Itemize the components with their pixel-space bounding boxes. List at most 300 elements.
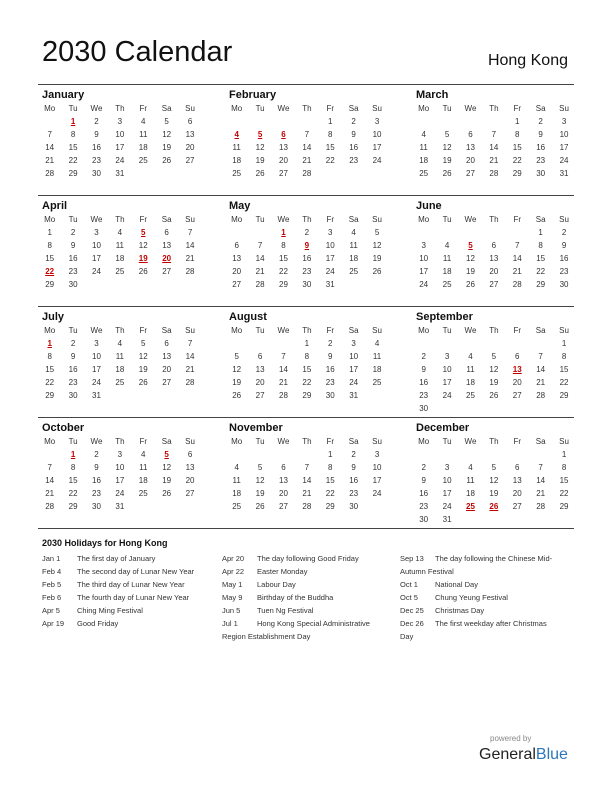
day-cell [155,278,178,291]
day-cell: 7 [281,352,286,361]
day-cell: 2 [70,339,76,348]
day-cell: 8 [47,352,52,361]
holiday-day-cell: 1 [281,228,286,237]
day-cell: 10 [115,130,125,139]
day-cell: 23 [302,267,312,276]
day-cell: 22 [559,489,569,498]
day-cell [132,278,155,291]
day-cell: 14 [255,254,265,263]
day-cell: 12 [466,254,475,263]
holiday-day-cell: 13 [512,365,522,374]
weekday-label: Th [489,104,499,113]
day-cell: 14 [185,241,195,250]
country-name: Hong Kong [487,52,568,69]
day-cell: 3 [351,339,356,348]
holiday-name: Easter Monday [257,567,308,576]
day-cell: 1 [328,450,333,459]
day-cell: 19 [372,254,382,263]
day-cell: 27 [232,280,242,289]
day-cell: 21 [45,489,55,498]
holiday-name: The first weekday after Christmas [435,619,547,628]
holiday-name: Tuen Ng Festival [257,606,314,615]
day-cell [272,337,295,350]
day-cell: 25 [232,502,242,511]
day-cell: 21 [255,267,265,276]
day-cell: 15 [45,365,55,374]
day-cell: 14 [45,476,55,485]
day-cell [459,513,482,526]
day-cell [178,167,201,180]
holiday-date: Oct 1 [400,580,418,589]
weekday-label: Tu [255,326,265,335]
day-cell: 11 [232,476,241,485]
day-cell: 22 [325,156,335,165]
day-cell [552,402,575,415]
week-row [225,376,389,389]
weekday-label: Th [489,326,499,335]
weekday-label: Sa [535,437,546,446]
weekday-label: Mo [44,215,56,224]
weekday-label: Su [185,437,195,446]
weekday-label: Mo [418,215,430,224]
week-row [412,461,576,474]
holidays-title: 2030 Holidays for Hong Kong [42,538,168,548]
day-cell: 10 [349,352,359,361]
day-cell: 16 [419,378,429,387]
day-cell: 28 [45,169,55,178]
day-cell: 24 [115,156,125,165]
day-cell: 30 [349,502,359,511]
day-cell [435,337,458,350]
day-cell: 24 [349,378,359,387]
day-cell: 2 [538,117,543,126]
day-cell: 4 [117,228,123,237]
day-cell: 15 [68,476,78,485]
weekday-header [225,324,389,337]
week-row [38,474,202,487]
holiday-date: Apr 19 [42,619,65,628]
day-cell [529,337,552,350]
day-cell: 2 [328,339,333,348]
holiday-item [42,617,214,630]
day-cell: 6 [468,130,473,139]
holiday-column-1 [42,552,214,630]
day-cell [435,115,458,128]
day-cell: 23 [68,378,78,387]
day-cell: 12 [489,365,499,374]
day-cell: 3 [374,450,380,459]
day-cell: 17 [115,476,125,485]
weekday-label: We [90,326,103,335]
holiday-date: Feb 5 [42,580,62,589]
day-cell: 9 [94,463,99,472]
weekday-label: Su [559,437,569,446]
day-cell: 13 [162,352,172,361]
holiday-item [222,617,394,630]
day-cell [482,337,505,350]
day-cell: 19 [489,489,499,498]
day-cell: 25 [419,169,429,178]
powered-by-label: powered by [490,734,532,743]
day-cell [319,167,342,180]
day-cell: 11 [349,241,358,250]
holiday-date: Feb 4 [42,567,62,576]
day-cell: 28 [279,391,288,400]
holiday-item [42,591,214,604]
day-cell: 28 [512,280,522,289]
day-cell: 29 [68,502,78,511]
day-cell [178,389,201,402]
weekday-header [38,213,202,226]
weekday-label: Mo [231,437,243,446]
day-cell: 8 [515,130,520,139]
day-cell: 19 [466,267,475,276]
holiday-name: Chung Yeung Festival [435,593,508,602]
day-cell: 2 [421,463,426,472]
week-row [225,167,389,180]
day-cell: 8 [70,463,76,472]
holiday-day-cell: 6 [281,130,286,139]
week-row [38,226,202,239]
day-cell: 1 [304,339,310,348]
weekday-label: Tu [442,326,452,335]
day-cell [459,448,482,461]
day-cell: 30 [68,280,78,289]
week-row [412,487,576,500]
day-cell: 16 [68,254,78,263]
day-cell: 14 [512,254,522,263]
weekday-label: Sa [348,104,359,113]
day-cell: 19 [442,156,452,165]
day-cell: 13 [466,143,475,152]
day-cell [529,513,552,526]
day-cell [295,448,318,461]
day-cell: 28 [489,169,499,178]
day-cell: 29 [302,391,312,400]
day-cell: 25 [372,378,382,387]
holiday-date: May 9 [222,593,243,602]
day-cell: 24 [372,156,382,165]
day-cell: 2 [351,450,356,459]
day-cell [365,167,388,180]
week-row [38,350,202,363]
day-cell: 25 [115,378,125,387]
day-cell: 23 [92,489,101,498]
day-cell: 20 [255,378,265,387]
week-row [412,226,576,239]
week-row [412,376,576,389]
day-cell: 18 [138,476,148,485]
day-cell: 10 [115,463,125,472]
day-cell [412,115,435,128]
holiday-item [222,565,394,578]
day-cell: 14 [302,476,312,485]
weekday-label: Su [372,326,382,335]
day-cell: 9 [538,130,543,139]
weekday-label: Tu [68,326,78,335]
day-cell: 29 [325,502,335,511]
day-cell: 9 [421,476,426,485]
weekday-label: Th [115,326,125,335]
day-cell [506,402,529,415]
day-cell: 31 [92,391,101,400]
day-cell: 8 [561,463,567,472]
day-cell: 15 [559,365,569,374]
weekday-label: Fr [326,326,335,335]
day-cell: 21 [45,156,55,165]
day-cell [272,115,295,128]
day-cell [225,226,248,239]
week-row [38,252,202,265]
day-cell: 29 [45,280,55,289]
day-cell: 10 [92,241,101,250]
day-cell: 22 [68,156,78,165]
weekday-label: Sa [161,104,172,113]
weekday-label: Tu [442,437,452,446]
day-cell: 26 [162,489,172,498]
month-november [225,421,389,513]
day-cell: 20 [185,476,195,485]
week-row [225,487,389,500]
week-row [225,252,389,265]
day-cell: 27 [185,156,195,165]
week-row [225,115,389,128]
page-title: 2030 Calendar [42,36,233,68]
week-row [38,128,202,141]
weekday-label: Tu [68,104,78,113]
day-cell [506,337,529,350]
week-row [38,167,202,180]
day-cell: 2 [70,228,76,237]
day-cell: 24 [559,156,569,165]
weekday-label: Sa [535,326,546,335]
quarter-row-1 [38,84,574,195]
holiday-item [400,604,572,617]
week-row [225,226,389,239]
month-name: November [229,422,283,434]
day-cell [482,513,505,526]
holiday-name-continued: Region Establishment Day [222,632,311,641]
weekday-label: Mo [44,104,56,113]
weekday-label: We [90,215,103,224]
day-cell [132,167,155,180]
day-cell: 14 [45,143,55,152]
day-cell: 8 [328,463,333,472]
week-row [225,337,389,350]
day-cell: 22 [45,378,55,387]
week-row [412,500,576,513]
day-cell: 5 [491,352,497,361]
day-cell: 7 [515,241,520,250]
day-cell: 1 [47,228,52,237]
day-cell: 6 [164,339,169,348]
month-name: July [42,311,65,323]
day-cell [365,389,388,402]
month-april [38,199,202,291]
day-cell: 7 [257,241,263,250]
day-cell: 7 [47,130,52,139]
day-cell [506,226,529,239]
day-cell: 26 [232,391,242,400]
weekday-label: Fr [513,104,522,113]
day-cell: 20 [185,143,195,152]
week-row [412,115,576,128]
day-cell [38,448,61,461]
holiday-date: Apr 5 [42,606,60,615]
weekday-label: Su [185,104,195,113]
day-cell: 15 [559,476,569,485]
weekday-label: Su [372,437,382,446]
day-cell: 16 [349,143,359,152]
holiday-date: Sep 13 [400,554,424,563]
week-row [38,461,202,474]
day-cell [435,226,458,239]
day-cell: 25 [138,156,148,165]
day-cell: 3 [421,241,426,250]
week-row [225,474,389,487]
week-row [225,389,389,402]
day-cell: 28 [185,267,195,276]
weekday-header [38,102,202,115]
day-cell: 18 [466,489,475,498]
day-cell: 25 [232,169,242,178]
day-cell: 6 [257,352,263,361]
day-cell: 18 [138,143,148,152]
holiday-item [400,578,572,591]
week-row [225,350,389,363]
day-cell: 4 [421,130,426,139]
weekday-label: Tu [255,215,265,224]
holiday-day-cell: 5 [468,241,473,250]
day-cell [225,115,248,128]
holiday-day-cell: 26 [489,502,499,511]
day-cell: 27 [162,378,172,387]
day-cell: 12 [255,143,265,152]
day-cell: 25 [442,280,452,289]
day-cell [132,389,155,402]
weekday-label: We [90,437,103,446]
day-cell: 24 [92,267,101,276]
day-cell: 17 [372,143,382,152]
day-cell: 5 [374,228,380,237]
day-cell: 26 [138,378,148,387]
day-cell: 11 [466,476,475,485]
brand-logo[interactable] [479,746,568,764]
day-cell: 12 [442,143,452,152]
month-name: June [416,200,442,212]
day-cell: 28 [536,391,546,400]
quarter-row-2 [38,195,574,306]
day-cell: 16 [325,365,335,374]
day-cell: 17 [325,254,335,263]
weekday-label: Th [489,437,499,446]
holiday-name: Birthday of the Buddha [257,593,334,602]
holiday-date: Jun 5 [222,606,241,615]
weekday-label: Fr [513,215,522,224]
day-cell [38,115,61,128]
day-cell: 19 [255,156,265,165]
weekday-label: Mo [44,326,56,335]
day-cell: 21 [536,378,546,387]
weekday-label: Mo [418,104,430,113]
weekday-label: Fr [139,326,148,335]
day-cell: 7 [304,130,310,139]
day-cell: 14 [302,143,312,152]
day-cell: 11 [139,463,148,472]
day-cell: 30 [302,280,312,289]
week-row [38,154,202,167]
week-row [225,461,389,474]
holiday-name: National Day [435,580,478,589]
weekday-header [225,435,389,448]
month-september [412,310,576,415]
quarter-row-3 [38,306,574,417]
day-cell: 3 [374,117,380,126]
day-cell: 7 [538,463,543,472]
day-cell: 13 [232,254,242,263]
weekday-label: Tu [68,215,78,224]
weekday-label: Th [489,215,499,224]
day-cell [295,115,318,128]
day-cell: 28 [302,502,312,511]
day-cell: 24 [92,378,101,387]
day-cell: 26 [489,391,499,400]
day-cell: 29 [68,169,78,178]
week-row [225,141,389,154]
day-cell: 18 [349,254,359,263]
holiday-item [42,578,214,591]
week-row [412,239,576,252]
day-cell [435,402,458,415]
day-cell: 21 [279,378,288,387]
day-cell: 31 [349,391,359,400]
holiday-name: The day following Good Friday [257,554,359,563]
day-cell [552,513,575,526]
day-cell: 22 [325,489,335,498]
day-cell [85,278,108,291]
day-cell: 9 [351,130,356,139]
weekday-label: Fr [513,326,522,335]
holiday-column-2 [222,552,394,643]
day-cell [132,500,155,513]
day-cell: 20 [489,267,499,276]
day-cell: 6 [281,463,286,472]
holiday-day-cell: 5 [164,450,169,459]
day-cell: 25 [466,391,475,400]
week-row [38,337,202,350]
month-december [412,421,576,526]
day-cell [248,226,271,239]
day-cell: 27 [489,280,499,289]
month-name: March [416,89,449,101]
day-cell: 31 [115,502,125,511]
day-cell: 3 [117,450,123,459]
weekday-label: We [464,104,477,113]
holiday-date: May 1 [222,580,243,589]
day-cell: 14 [489,143,499,152]
day-cell: 13 [185,463,195,472]
weekday-label: Sa [535,215,546,224]
week-row [225,128,389,141]
holiday-day-cell: 9 [304,241,310,250]
month-march [412,88,576,180]
day-cell: 23 [349,489,359,498]
day-cell: 4 [444,241,450,250]
weekday-label: Th [115,215,125,224]
weekday-label: Sa [161,215,172,224]
day-cell: 1 [538,228,543,237]
day-cell: 19 [489,378,499,387]
